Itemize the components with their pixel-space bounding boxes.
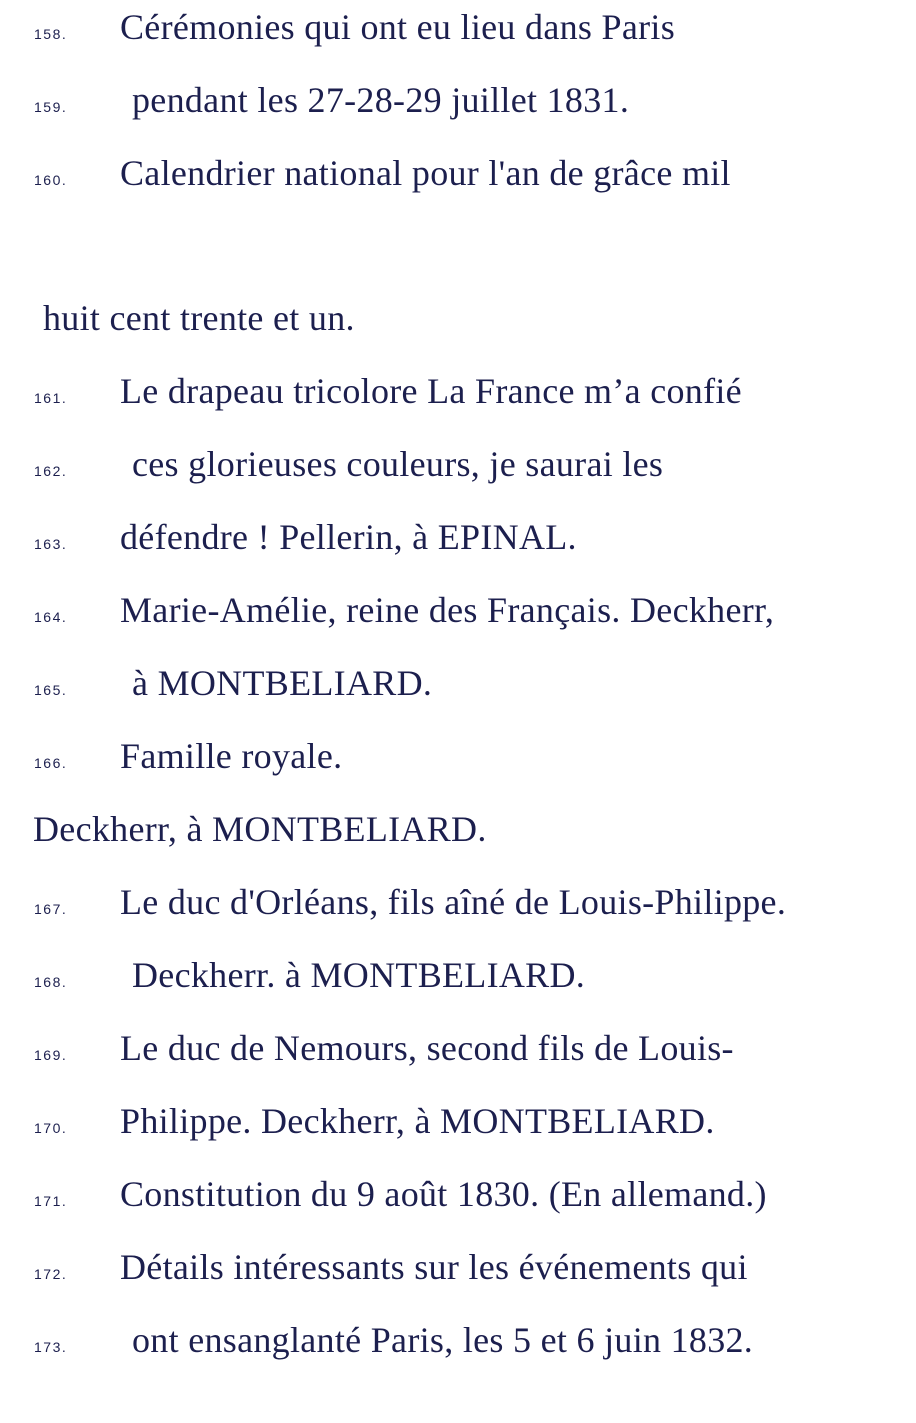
line-text: défendre ! Pellerin, à EPINAL.	[120, 517, 577, 557]
line-text: huit cent trente et un.	[43, 298, 355, 338]
text-line	[0, 443, 916, 493]
line-number: 162.	[34, 463, 68, 479]
line-text: ces glorieuses couleurs, je saurai les	[132, 444, 664, 484]
text-line	[0, 808, 916, 858]
line-number: 169.	[34, 1047, 68, 1063]
line-text: Le duc de Nemours, second fils de Louis-	[120, 1028, 734, 1068]
line-text: Constitution du 9 août 1830. (En allemand.)	[120, 1174, 767, 1214]
line-number: 172.	[34, 1266, 68, 1282]
text-line	[0, 1246, 916, 1296]
line-number: 164.	[34, 609, 68, 625]
text-line	[0, 152, 916, 202]
line-number: 160.	[34, 172, 68, 188]
text-line	[0, 6, 916, 56]
line-number: 158.	[34, 26, 68, 42]
line-text: Marie-Amélie, reine des Français. Deckherr,	[120, 590, 775, 630]
line-number: 171.	[34, 1193, 68, 1209]
line-number: 168.	[34, 974, 68, 990]
text-line	[0, 1319, 916, 1369]
line-number: 161.	[34, 390, 68, 406]
line-number: 173.	[34, 1339, 68, 1355]
line-text: Le duc d'Orléans, fils aîné de Louis-Philippe.	[120, 882, 787, 922]
line-text: Détails intéressants sur les événements qui	[120, 1247, 748, 1287]
text-line	[0, 297, 916, 347]
line-text: Famille royale.	[120, 736, 343, 776]
text-line	[0, 516, 916, 566]
text-line	[0, 735, 916, 785]
line-text: Calendrier national pour l'an de grâce mil	[120, 153, 731, 193]
line-text: à MONTBELIARD.	[132, 663, 433, 703]
line-text: Philippe. Deckherr, à MONTBELIARD.	[120, 1101, 715, 1141]
line-text: Deckherr. à MONTBELIARD.	[132, 955, 586, 995]
text-line	[0, 1027, 916, 1077]
line-number: 167.	[34, 901, 68, 917]
text-line	[0, 662, 916, 712]
text-line	[0, 954, 916, 1004]
line-text: ont ensanglanté Paris, les 5 et 6 juin 1832.	[132, 1320, 754, 1360]
text-line	[0, 881, 916, 931]
line-text: Le drapeau tricolore La France m’a confié	[120, 371, 742, 411]
text-line	[0, 589, 916, 639]
text-line	[0, 370, 916, 420]
text-line	[0, 79, 916, 129]
text-line	[0, 1173, 916, 1223]
line-text: pendant les 27-28-29 juillet 1831.	[132, 80, 630, 120]
line-number: 159.	[34, 99, 68, 115]
line-number: 166.	[34, 755, 68, 771]
line-text: Cérémonies qui ont eu lieu dans Paris	[120, 7, 676, 47]
line-number: 165.	[34, 682, 68, 698]
line-text: Deckherr, à MONTBELIARD.	[33, 809, 487, 849]
line-number: 170.	[34, 1120, 68, 1136]
line-number: 163.	[34, 536, 68, 552]
text-line	[0, 1100, 916, 1150]
